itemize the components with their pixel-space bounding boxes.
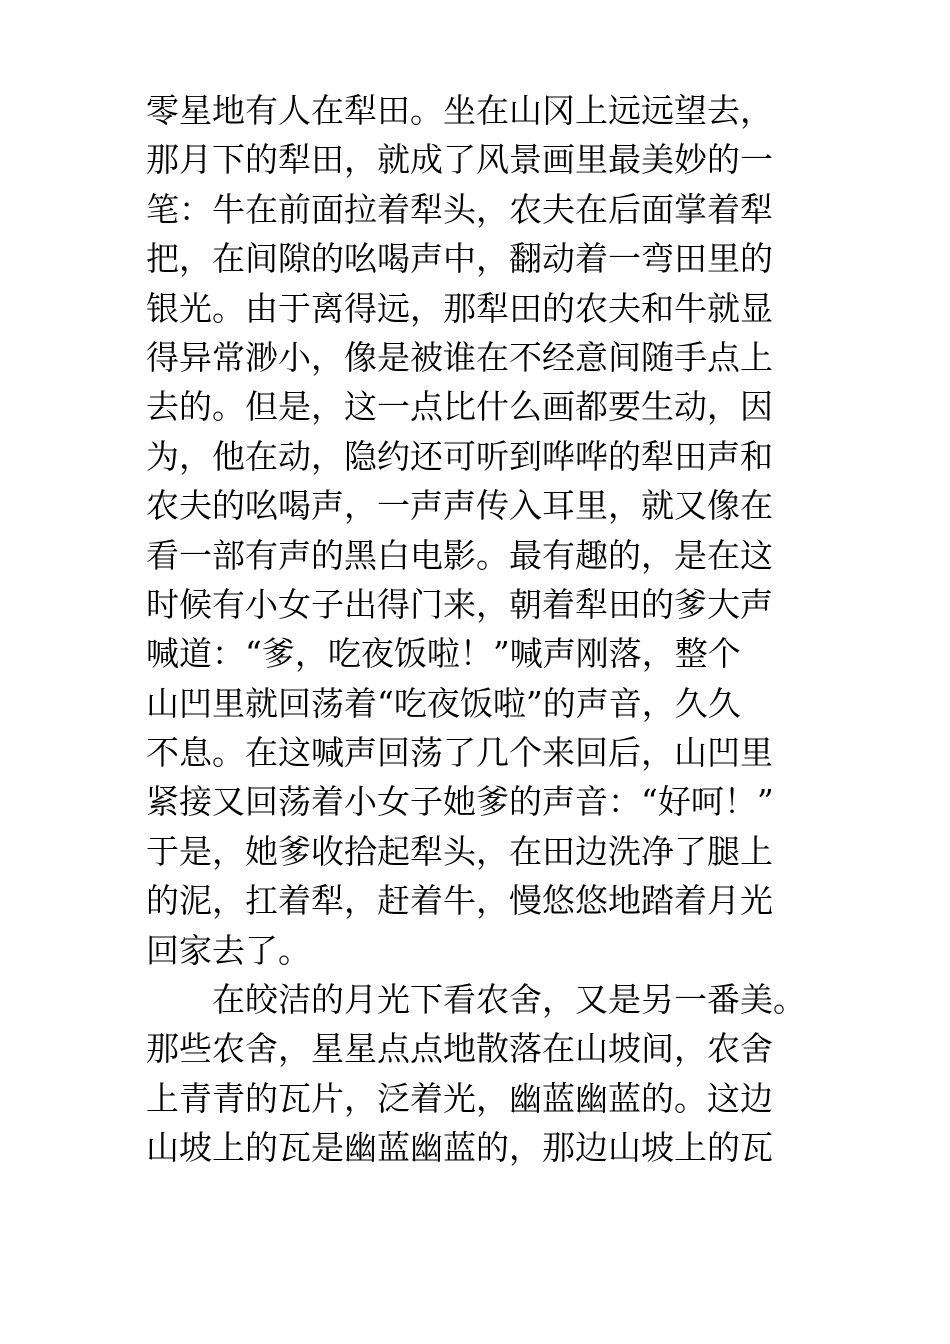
text-line: 于是，她爹收拾起犁头，在田边洗净了腿上 <box>146 831 773 871</box>
paragraph-first-line: 在皎洁的月光下看农舍，又是另一番美。 <box>212 980 806 1020</box>
text-line: 的泥，扛着犁，赶着牛，慢悠悠地踏着月光 <box>146 881 773 921</box>
text-line: 得异常渺小，像是被谁在不经意间随手点上 <box>146 337 773 377</box>
text-line: 那月下的犁田，就成了风景画里最美妙的一 <box>146 140 773 180</box>
text-line: 时候有小女子出得门来，朝着犁田的爹大声 <box>146 584 773 624</box>
text-line: 零星地有人在犁田。坐在山冈上远远望去， <box>146 91 773 130</box>
text-line: 山坡上的瓦是幽蓝幽蓝的，那边山坡上的瓦 <box>146 1128 773 1168</box>
text-line: 看一部有声的黑白电影。最有趣的，是在这 <box>146 535 773 575</box>
text-line: 上青青的瓦片，泛着光，幽蓝幽蓝的。这边 <box>146 1078 773 1118</box>
text-line: 不息。在这喊声回荡了几个来回后，山凹里 <box>146 733 773 773</box>
text-line: 喊道：“爹，吃夜饭啦！”喊声刚落，整个 <box>146 634 741 674</box>
text-line: 把，在间隙的吆喝声中，翻动着一弯田里的 <box>146 239 773 279</box>
text-line: 那些农舍，星星点点地散落在山坡间，农舍 <box>146 1029 773 1069</box>
text-line: 去的。但是，这一点比什么画都要生动，因 <box>146 387 773 427</box>
text-line: 笔：牛在前面拉着犁头，农夫在后面掌着犁 <box>146 189 773 229</box>
body-text <box>146 86 836 1173</box>
text-line: 紧接又回荡着小女子她爹的声音：“好呵！” <box>146 782 774 822</box>
text-line: 银光。由于离得远，那犁田的农夫和牛就显 <box>146 288 773 328</box>
text-line: 山凹里就回荡着“吃夜饭啦”的声音，久久 <box>146 683 741 723</box>
text-line: 回家去了。 <box>146 930 311 970</box>
text-line: 为，他在动，隐约还可听到哗哗的犁田声和 <box>146 436 773 476</box>
text-line: 农夫的吆喝声，一声声传入耳里，就又像在 <box>146 486 773 526</box>
